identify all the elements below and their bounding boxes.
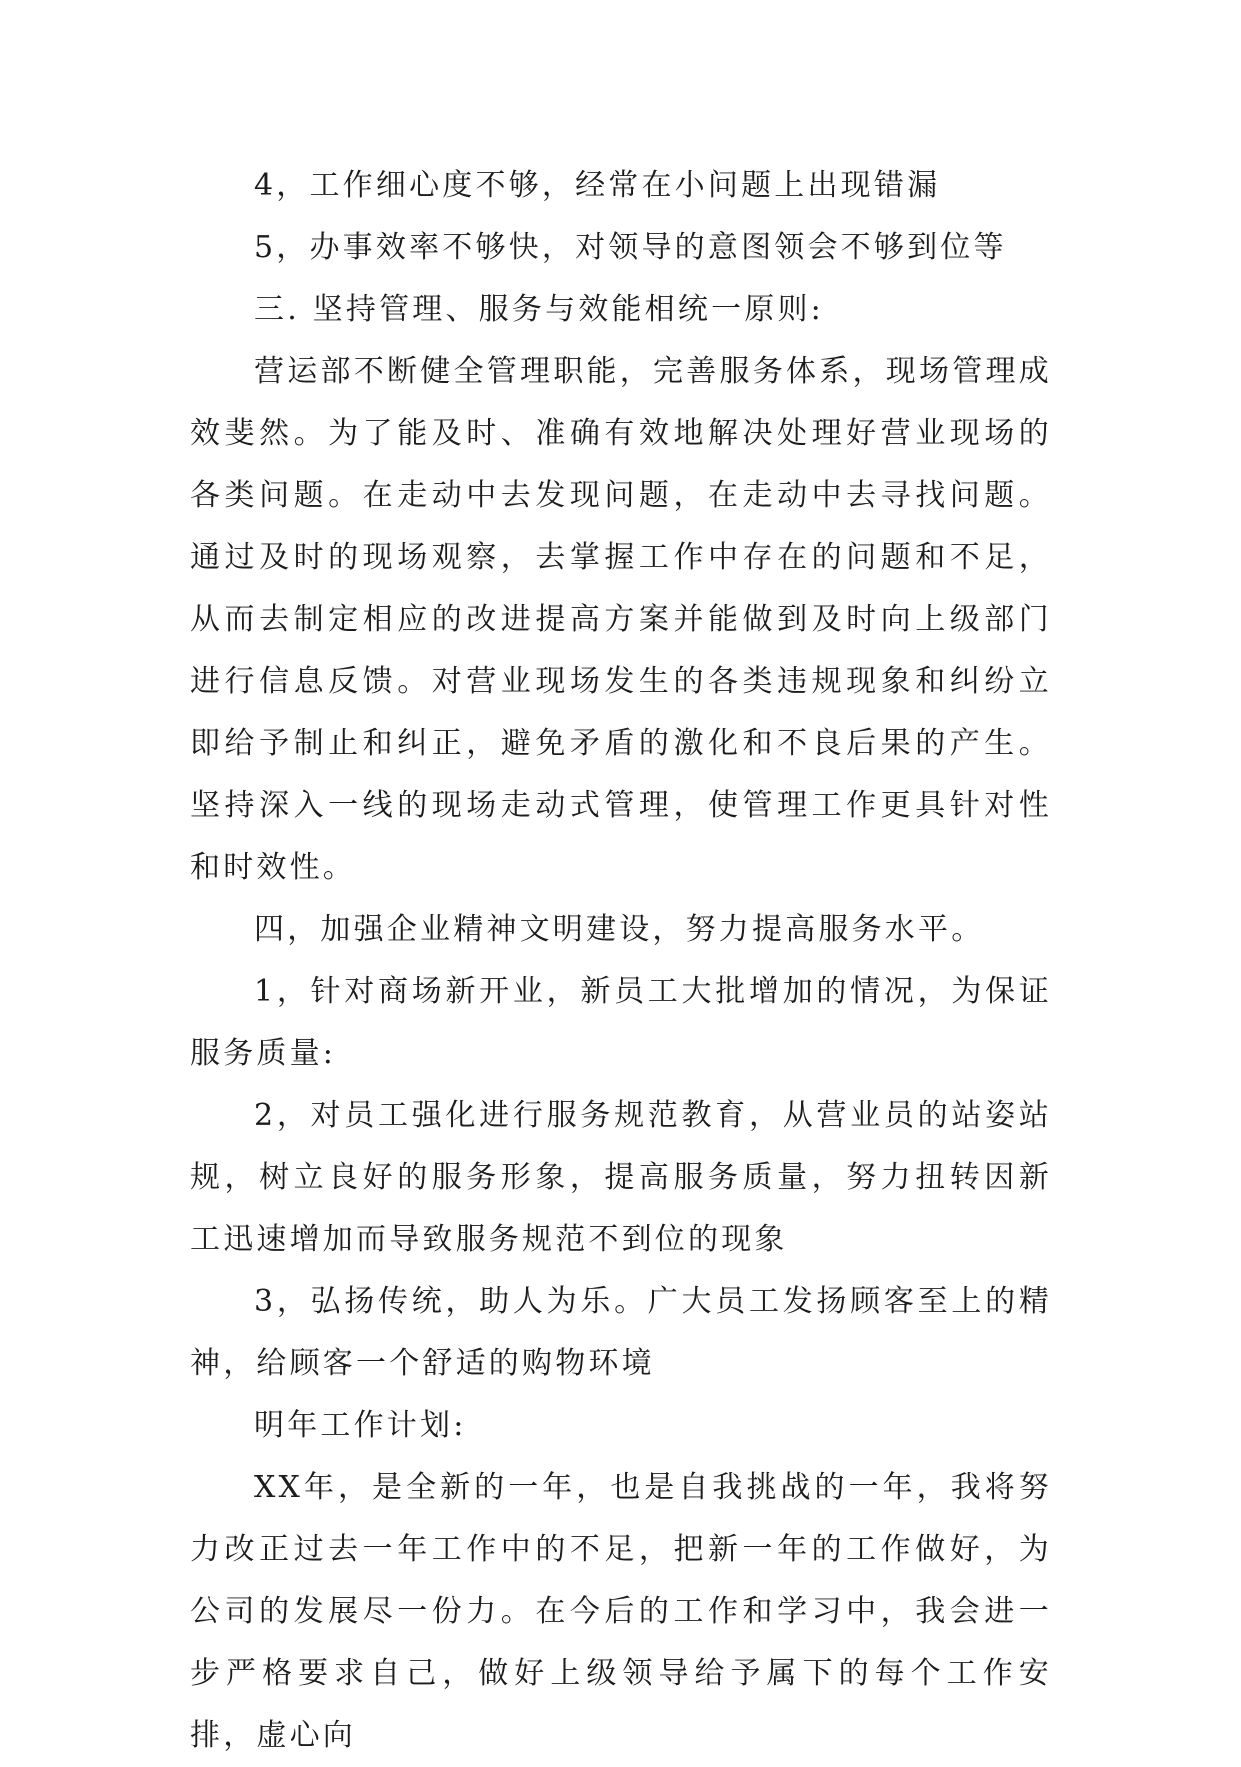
- section-heading-3: 三. 坚持管理、服务与效能相统一原则:: [254, 292, 824, 327]
- paragraph-item-3: 3，弘扬传统，助人为乐。广大员工发扬顾客至上的精神，给顾客一个舒适的购物环境: [190, 1284, 1052, 1381]
- paragraph-item-4: 4，工作细心度不够，经常在小问题上出现错漏: [254, 168, 941, 203]
- paragraph-operations: 营运部不断健全管理职能，完善服务体系，现场管理成效斐然。为了能及时、准确有效地解决处理好营业现场的各类问题。在走动中去发现问题，在走动中去寻找问题。通过及时的现场观察，去掌握工作中存在的问题和不足，从而去制定相应的改进提高方案并能做到及时向上级部门进行信息反馈。对营业现场发生的各类违规现象和纠纷立即给予制止和纠正，避免矛盾的激化和不良后果的产生。坚持深入一线的现场走动式管理，使管理工作更具针对性和时效性。: [190, 354, 1052, 885]
- paragraph-item-1: 1，针对商场新开业，新员工大批增加的情况，为保证服务质量:: [190, 974, 1052, 1071]
- document-body: [190, 155, 1052, 1767]
- paragraph-plan: XX年，是全新的一年，也是自我挑战的一年，我将努力改正过去一年工作中的不足，把新一年的工作做好，为公司的发展尽一份力。在今后的工作和学习中，我会进一步严格要求自己，做好上级领导给予属下的每个工作安排，虚心向: [190, 1470, 1052, 1753]
- paragraph-item-5: 5，办事效率不够快，对领导的意图领会不够到位等: [254, 230, 1007, 265]
- paragraph-item-2: 2，对员工强化进行服务规范教育，从营业员的站姿站规，树立良好的服务形象，提高服务质量，努力扭转因新工迅速增加而导致服务规范不到位的现象: [190, 1098, 1052, 1257]
- section-heading-4: 四，加强企业精神文明建设，努力提高服务水平。: [254, 912, 985, 947]
- section-heading-plan: 明年工作计划:: [254, 1408, 467, 1443]
